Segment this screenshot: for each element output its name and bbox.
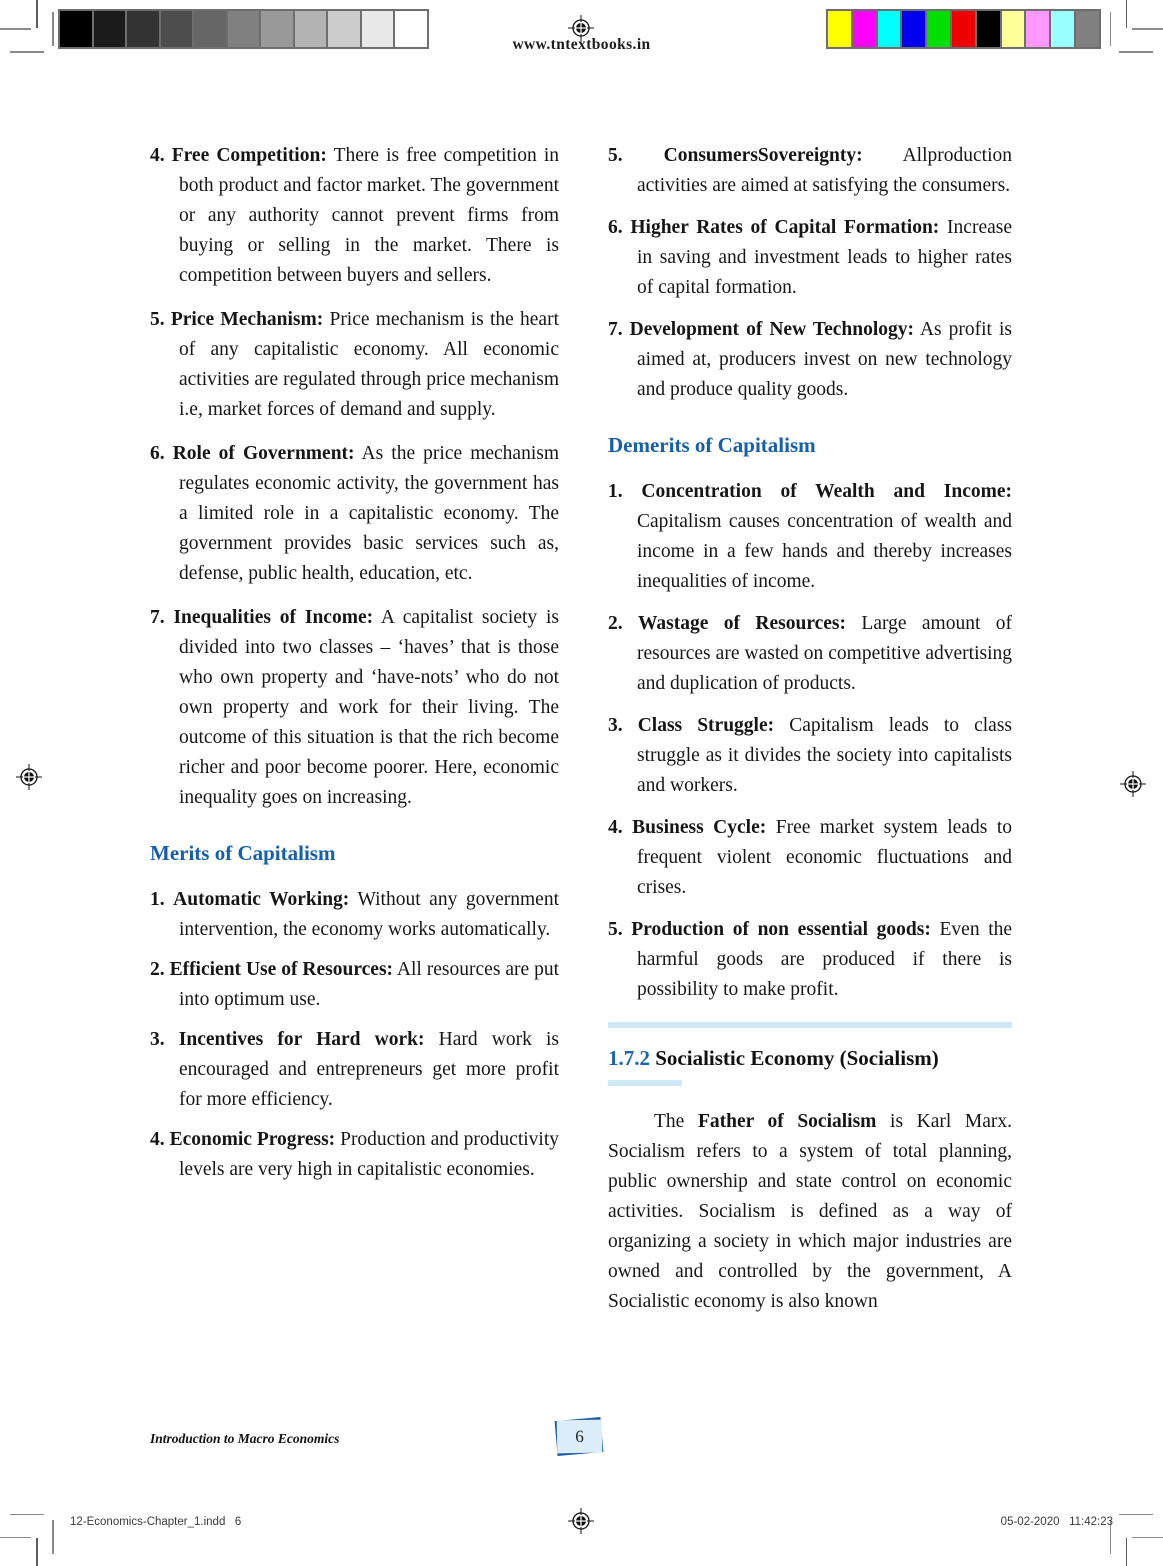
item-text: Production and productivity levels are very high in capitalistic economies. <box>179 1129 560 1180</box>
website-url: www.tntextbooks.in <box>512 36 651 53</box>
item-number: 2. <box>150 959 165 980</box>
item-text: Increase in saving and investment leads to higher rates of capital formation. <box>637 217 1012 298</box>
item-text: As the price mechanism regulates economic activity, the government has a limited role in a capitalistic economy. The government provides basic services such as, defense, public health, education, etc. <box>179 443 560 584</box>
crop-mark <box>1132 1537 1163 1539</box>
item-text: There is free competition in both product and factor market. The government or any authority cannot prevent firms from buying or selling in the market. There is competition between buyers and sellers. <box>179 145 560 286</box>
item-text: Even the harmful goods are produced if there is possibility to make profit. <box>637 919 1013 1000</box>
list-item <box>150 1025 559 1115</box>
item-term: Higher Rates of Capital Formation: <box>630 217 940 238</box>
page-number: 6 <box>556 1420 602 1454</box>
list-item <box>608 315 1012 405</box>
item-text: A capitalist society is divided into two classes – ‘haves’ that is those who own property and ‘have-nots’ who do not own property and work for their living. The outcome of this situation is that the rich become richer and poor become poorer. Here, economic inequality goes on increasing. <box>179 607 559 808</box>
list-item <box>608 213 1012 303</box>
list-item <box>150 305 559 425</box>
item-term: Incentives for Hard work: <box>178 1029 425 1050</box>
crop-mark <box>36 1538 38 1566</box>
list-item <box>150 439 559 589</box>
item-number: 1. <box>150 889 165 910</box>
item-text: Large amount of resources are wasted on competitive advertising and duplication of products. <box>637 613 1012 694</box>
paragraph-text: The <box>654 1111 685 1132</box>
item-text: All resources are put into optimum use. <box>179 959 559 1010</box>
item-term: Automatic Working: <box>173 889 350 910</box>
item-term: Wastage of Resources: <box>638 613 847 634</box>
section-heading <box>608 1043 1012 1073</box>
item-term: Inequalities of Income: <box>173 607 374 628</box>
footer-book-title: Introduction to Macro Economics <box>150 1431 340 1446</box>
crop-mark <box>1132 28 1163 30</box>
left-column <box>150 141 559 1185</box>
item-number: 1. <box>608 481 623 502</box>
item-number: 7. <box>608 319 623 340</box>
item-term: ConsumersSovereignty: <box>663 145 863 166</box>
item-term: Efficient Use of Resources: <box>169 959 394 980</box>
paragraph <box>608 1107 1012 1317</box>
item-number: 4. <box>608 817 623 838</box>
merits-heading: Merits of Capitalism <box>150 841 336 865</box>
section-title: Socialistic Economy (Socialism) <box>655 1046 939 1070</box>
list-item <box>150 603 559 813</box>
crop-mark <box>0 28 31 30</box>
list-item <box>150 141 559 291</box>
item-number: 6. <box>608 217 623 238</box>
crop-mark <box>36 0 38 28</box>
crop-mark <box>1126 0 1128 28</box>
item-text: As profit is aimed at, producers invest on new technology and produce quality goods. <box>637 319 1012 400</box>
list-item <box>608 915 1012 1005</box>
item-number: 3. <box>150 1029 165 1050</box>
registration-mark-icon <box>16 764 42 790</box>
item-number: 3. <box>608 715 623 736</box>
demerits-heading: Demerits of Capitalism <box>608 433 816 457</box>
paragraph-text: is Karl Marx. Socialism refers to a system of total planning, public ownership and state control on economic activities. Socialism is defined as a way of organizing a society in which major industries are owned and controlled by the government, A Socialistic economy is also known <box>608 1111 1013 1312</box>
item-text: Allproduction activities are aimed at satisfying the consumers. <box>637 145 1012 196</box>
item-term: Business Cycle: <box>632 817 767 838</box>
item-term: Class Struggle: <box>637 715 775 736</box>
item-term: Free Competition: <box>171 145 327 166</box>
item-number: 5. <box>608 145 623 166</box>
item-term: Concentration of Wealth and Income: <box>641 481 1012 502</box>
item-text: Free market system leads to frequent violent economic fluctuations and crises. <box>637 817 1012 898</box>
section-number-underline <box>608 1080 682 1086</box>
item-text: Capitalism causes concentration of wealth and income in a few hands and thereby increases inequalities of income. <box>637 511 1012 592</box>
list-item <box>608 477 1012 597</box>
section-number: 1.7.2 <box>608 1046 650 1070</box>
crop-mark <box>0 1537 31 1539</box>
item-term: Development of New Technology: <box>629 319 914 340</box>
item-text: Without any government intervention, the economy works automatically. <box>179 889 559 940</box>
list-item <box>150 955 559 1015</box>
page-number-badge <box>555 1417 604 1456</box>
item-term: Price Mechanism: <box>170 309 324 330</box>
item-term: Economic Progress: <box>169 1129 336 1150</box>
registration-mark-icon <box>568 1508 594 1534</box>
registration-mark-icon <box>1120 771 1146 797</box>
right-column <box>608 141 1012 1317</box>
item-number: 4. <box>150 1129 165 1150</box>
item-text: Capitalism leads to class struggle as it divides the society into capitalists and workers. <box>637 715 1013 796</box>
item-number: 6. <box>150 443 165 464</box>
list-item <box>150 1125 559 1185</box>
item-text: Price mechanism is the heart of any capitalistic economy. All economic activities are regulated through price mechanism i.e, market forces of demand and supply. <box>179 309 559 420</box>
section-divider <box>608 1022 1012 1028</box>
item-term: Production of non essential goods: <box>631 919 931 940</box>
paragraph-bold-text: Father of Socialism <box>697 1111 877 1132</box>
item-number: 2. <box>608 613 623 634</box>
item-number: 4. <box>150 145 165 166</box>
list-item <box>608 813 1012 903</box>
print-datetime: 05-02-2020 11:42:23 <box>1000 1516 1113 1528</box>
list-item <box>608 609 1012 699</box>
print-file-name: 12-Economics-Chapter_1.indd 6 <box>70 1516 242 1528</box>
item-number: 5. <box>150 309 165 330</box>
item-term: Role of Government: <box>172 443 355 464</box>
item-number: 7. <box>150 607 165 628</box>
crop-mark <box>10 1514 44 1516</box>
list-item <box>608 141 1012 201</box>
list-item <box>608 711 1012 801</box>
crop-mark <box>1126 1538 1128 1566</box>
crop-mark <box>1119 1514 1153 1516</box>
crop-mark <box>52 1520 54 1554</box>
item-number: 5. <box>608 919 623 940</box>
item-text: Hard work is encouraged and entrepreneurs get more profit for more efficiency. <box>179 1029 560 1110</box>
list-item <box>150 885 559 945</box>
